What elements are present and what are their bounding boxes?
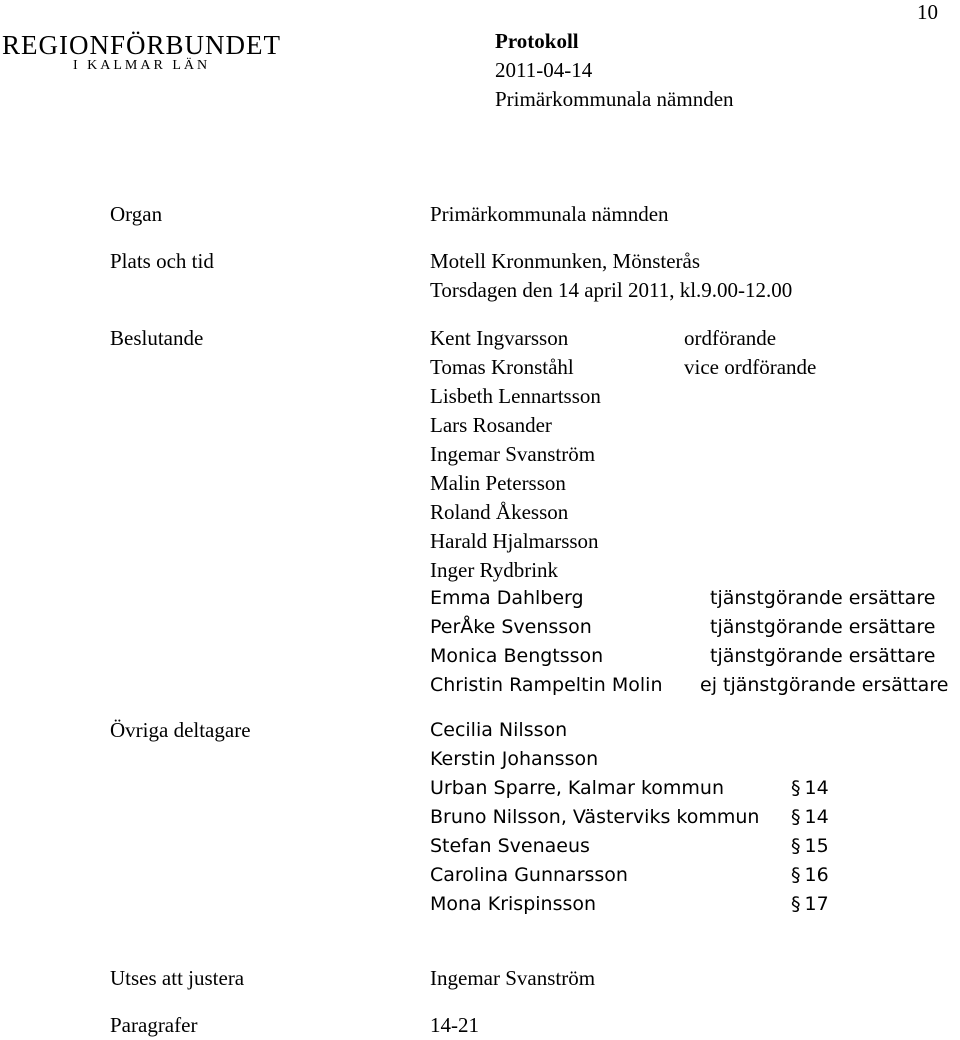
paragraph-sign-icon: § xyxy=(791,806,801,828)
organ-label: Organ xyxy=(110,202,163,226)
protocol-header xyxy=(495,27,734,114)
page-number: 10 xyxy=(917,0,938,24)
beslutande-label: Beslutande xyxy=(110,326,204,350)
substitute-role: tjänstgörande ersättare xyxy=(710,645,936,667)
beslutande-roles xyxy=(684,324,816,382)
participant-name: Kerstin Johansson xyxy=(430,748,599,770)
member-name: Lars Rosander xyxy=(430,413,552,437)
justera-value: Ingemar Svanström xyxy=(430,966,596,990)
substitute-name: Emma Dahlberg xyxy=(430,587,584,609)
paragrafer-value: 14-21 xyxy=(430,1013,479,1037)
participant-name: Urban Sparre, Kalmar kommun xyxy=(430,777,725,799)
justera-label: Utses att justera xyxy=(110,966,245,990)
substitute-roles xyxy=(700,584,948,700)
paragraph-sign-icon: § xyxy=(791,893,801,915)
participant-name: Carolina Gunnarsson xyxy=(430,864,628,886)
substitute-names xyxy=(430,584,663,700)
paragrafer-label: Paragrafer xyxy=(110,1013,198,1037)
participant-name: Cecilia Nilsson xyxy=(430,719,568,741)
participant-section: 14 xyxy=(804,777,829,799)
member-role: vice ordförande xyxy=(684,355,817,379)
protocol-title: Protokoll xyxy=(495,29,579,53)
substitute-name: PerÅke Svensson xyxy=(430,616,592,638)
beslutande-names xyxy=(430,324,601,585)
member-name: Malin Petersson xyxy=(430,471,566,495)
participant-name: Stefan Svenaeus xyxy=(430,835,590,857)
paragraph-sign-icon: § xyxy=(791,864,801,886)
paragraph-sign-icon: § xyxy=(791,835,801,857)
member-role: ordförande xyxy=(684,326,777,350)
member-name: Harald Hjalmarsson xyxy=(430,529,599,553)
plats-time: Torsdagen den 14 april 2011, kl.9.00-12.00 xyxy=(430,278,793,302)
participant-section: 16 xyxy=(804,864,829,886)
logo-subtitle: I KALMAR LÄN xyxy=(73,58,211,73)
plats-label: Plats och tid xyxy=(110,249,214,273)
member-name: Roland Åkesson xyxy=(430,500,569,524)
participant-sections xyxy=(791,716,829,919)
participant-section: 14 xyxy=(804,806,829,828)
member-name: Lisbeth Lennartsson xyxy=(430,384,601,408)
protocol-date: 2011-04-14 xyxy=(495,58,593,82)
protocol-body: Primärkommunala nämnden xyxy=(495,87,734,111)
ovriga-label: Övriga deltagare xyxy=(110,718,251,742)
participant-section: 17 xyxy=(804,893,829,915)
paragraph-sign-icon: § xyxy=(791,777,801,799)
substitute-role: ej tjänstgörande ersättare xyxy=(700,674,949,696)
member-name: Ingemar Svanström xyxy=(430,442,596,466)
substitute-name: Monica Bengtsson xyxy=(430,645,604,667)
participant-name: Mona Krispinsson xyxy=(430,893,597,915)
substitute-name: Christin Rampeltin Molin xyxy=(430,674,663,696)
member-name: Kent Ingvarsson xyxy=(430,326,569,350)
organ-value: Primärkommunala nämnden xyxy=(430,202,669,226)
participant-name: Bruno Nilsson, Västerviks kommun xyxy=(430,806,760,828)
participant-names xyxy=(430,716,759,919)
member-name: Inger Rydbrink xyxy=(430,558,559,582)
plats-place: Motell Kronmunken, Mönsterås xyxy=(430,249,701,273)
substitute-role: tjänstgörande ersättare xyxy=(710,587,936,609)
substitute-role: tjänstgörande ersättare xyxy=(710,616,936,638)
participant-section: 15 xyxy=(804,835,829,857)
member-name: Tomas Kronståhl xyxy=(430,355,574,379)
logo-name: REGIONFÖRBUNDET xyxy=(2,30,282,60)
